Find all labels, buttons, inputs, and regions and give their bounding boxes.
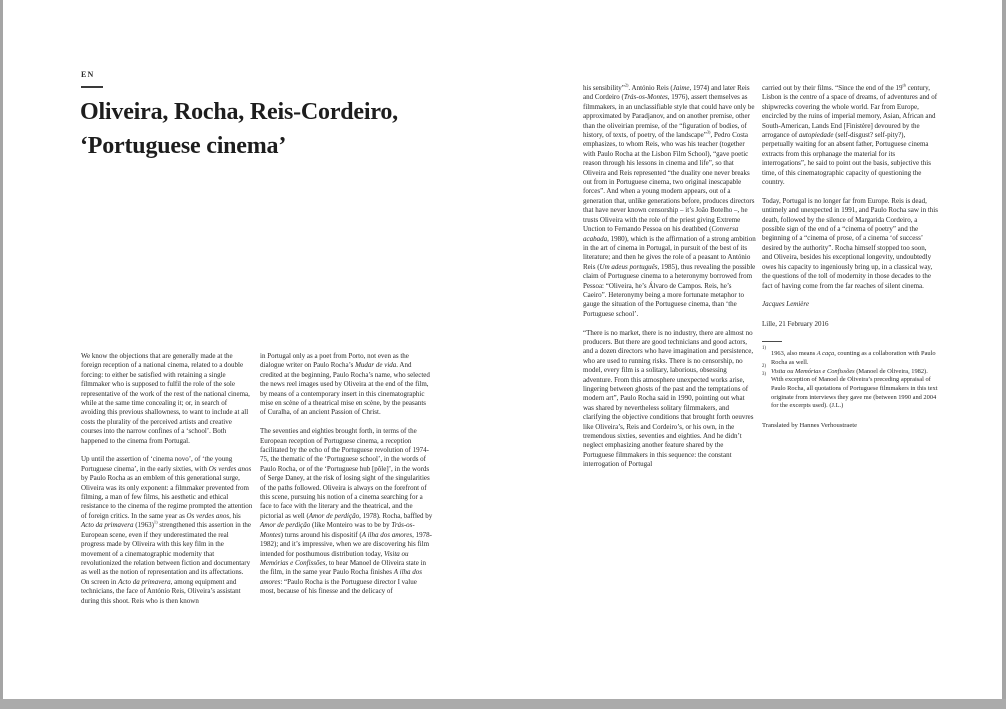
footnote-1: 1) 1963, also means A caça, counting as a collaboration with Paulo Rocha as well. [762, 346, 936, 366]
paragraph: in Portugal only as a poet from Porto, not even as the dialogue writer on Paulo Rocha’s Mudar de vida. And credited at the beginning, Paulo Rocha’s name, who selected the news reel images used by Oliveira at the end of the film, by means of a contemporary insert in this cinematographic mise en scène of a theatrical mise en scène, by the peasants of Curalha, of an ancient Passion of Christ. [260, 352, 430, 417]
text-column-1 [81, 352, 253, 606]
paragraph: his sensibility”$^{2)}$. António Reis (Jaime, 1974) and later Reis and Cordeiro (Trás-os-Montes, 1976), assert themselves as filmmakers, in an unclassifiable style that could have only be approximated by Paradjanov, and on another premise, other than the oliveirian premise, of the “figuration of bodies, of history, of texts, of poetry, of the landscape”$^{3)}$, Pedro Costa emphasizes, to whom Reis, who was his teacher (together with Paulo Rocha at the Lisbon Film School), “gave poetic reason through his lessons in cinema and life”, so that Oliveira and Reis represented “the duality one never breaks out from in Portuguese cinema, two original inescapable forces”. And when a young modern appears, out of a generation that, unlike generations before, produces directors that have never known censorship – it’s João Botelho –, he trusts Oliveira with the role of the priest giving Extreme Unction to Fernando Pessoa on his deathbed (Conversa acabada, 1980), which is the affirmation of a strong ambition in the art of cinema in Portugal, in pursuit of the best of its literature; and then he gives the role of a peasant to António Reis (Um adeus português, 1985), thus revealing the possible claim of Portuguese cinema to a heteronymy borrowed from Pessoa: “Oliveira, he’s Álvaro de Campos. Reis, he’s Caeiro”. Heteronymy being a more fortunate metaphor to gauge the situation of the Portuguese cinema, than ‘the Portuguese school’. [583, 82, 756, 318]
footnotes [762, 346, 938, 411]
text-column-2 [260, 352, 433, 597]
footnote-3: 3) With exception of Manoel de Oliveira’s preceding appraisal of Paulo Rocha, all quotations of Portuguese filmmakers in this text originate from interviews they gave me (between 1990 and 2004 for the excerpts used). (J.L.) [762, 372, 938, 410]
translator-credit: Translated by Hannes Verhoustraete [762, 422, 858, 430]
author-signature: Jacques Lemière [762, 300, 809, 309]
page-edge-bottom [0, 699, 1006, 709]
language-label-underline [81, 86, 103, 88]
page-title-line1: Oliveira, Rocha, Reis-Cordeiro, [80, 99, 398, 125]
paragraph: The seventies and eighties brought forth, in terms of the European reception of Portuguese cinema, a reception facilitated by the echo of the Portuguese revolution of 1974-75, the thematic of the ‘Portuguese school’, in the words of Paulo Rocha, or of the ‘Portuguese hub [pôle]’, in the words of Serge Daney, at the risk of losing sight of the singularities of the paths followed. Oliveira is always on the forefront of this scene, pursuing his notion of a cinema searching for a face to face with the literary and the theatrical, and the pictorial as well (Amor de perdição, 1978). Rocha, baffled by Amor de perdição (like Monteiro was to be by Trás-os-Montes) turns around his dispositif (A ilha dos amores, 1978-1982); and it’s impressive, when we are discovering his film intended for posthumous distribution today, Visita ou Memórias e Confissões, to hear Manoel de Oliveira state in the film, in the same year Paulo Rocha finishes A ilha dos amores: “Paulo Rocha is the Portuguese director I value most, because of his finesse and the delicacy of [260, 427, 433, 596]
text-column-3 [583, 84, 756, 470]
page-edge-left [0, 0, 3, 709]
language-label: EN [81, 70, 95, 79]
paragraph: Up until the assertion of ‘cinema novo’, of ‘the young Portuguese cinema’, in the early sixties, with Os verdes anos by Paulo Rocha as an emblem of this generational surge, Oliveira was its only exponent: a filmmaker prevented from filming, a man of few films, his aesthetic and ethical resistance to the cinema of the regime prompted the attention of foreign critics. In the same year as Os verdes anos, his Acto da primavera $(1963)^{1)}$ strengthened this assertion in the European scene, even if they underestimated the real progress made by Oliveira with this key film in the movement of a cinematographic modernity that revolutionized the relation between fiction and documentary as well as the notion of representation and its affectations. On screen in Acto da primavera, among equipment and technicians, the face of António Reis, Oliveira’s assistant during this shoot. Reis who is then known [81, 455, 253, 605]
footnote-2: 2) Visita ou Memórias e Confissões (Manoel de Oliveira, 1982). [762, 363, 928, 375]
footnote-text: 1963, also means A caça, counting as a collaboration with Paulo Rocha as well. [771, 350, 936, 366]
text-column-4 [762, 84, 938, 430]
paragraph: “There is no market, there is no industry, there are almost no producers. But there are good technicians and good actors, and a dozen directors who have imagination and persistence, who are used to running risks. There is no censorship, no model, every film is a solitary, laborious, obsessing adventure. From this atmosphere unexpected works arise, lingering between ghosts of the past and the temptations of modern art”, Paulo Rocha said in 1990, pointing out what was shared by nevertheless solitary filmmakers, and clarifying the objective conditions that brought forth oeuvres like Oliveira’s, Reis and Cordeiro’s, or his own, in the tremendous sixties, seventies and eighties. And he didn’t neglect emphasizing another feature shared by the Portuguese filmmakers in this sequence: the constant interrogation of Portugal [583, 328, 754, 469]
page-edge-right [1002, 0, 1006, 709]
place-and-date: Lille, 21 February 2016 [762, 319, 829, 328]
paragraph: Today, Portugal is no longer far from Europe. Reis is dead, untimely and unexpected in 1991, and Paulo Rocha saw in this death, followed by the silence of Margarida Cordeiro, a possible sign of the end of a “cinema of poetry” and the beginning of a “cinema of prose, of a cinema ‘of success’ desired by the authority”. Rocha himself stopped too soon, and Oliveira, besides his exceptional longevity, undoubtedly owes his capacity to ingeniously bring up, in a classical way, the questions of the toll of modernity in those decades to the fact of having come from the far reaches of silent cinema. [762, 196, 938, 290]
page-title [80, 95, 500, 163]
footnote-text: Visita ou Memórias e Confissões (Manoel de Oliveira, 1982). [771, 367, 928, 375]
footnote-text: With exception of Manoel de Oliveira’s preceding appraisal of Paulo Rocha, all quotations of Portuguese filmmakers in this text originate from interviews they gave me (between 1990 and 2004 for the excerpts used). (J.L.) [771, 376, 938, 410]
page-title-line2: ‘Portuguese cinema’ [80, 133, 287, 159]
paragraph: carried out by their films. “Since the end of the 19th century, Lisbon is the centre of a space of dreams, of adventures and of shipwrecks covering the whole world. Far from Europe, encircled by the ruins of imperial memory, Asian, African and South-American, Lands End [Finistère] devoured by the arrogance of autopiedade (self-disgust? self-pity?), perpetually waiting for an absent father, Portuguese cinema extracts from this orphanage the material for its interrogations”, he said to point out the basis, subjective this time, of this cinematographic capacity of questioning the country. [762, 82, 938, 187]
paragraph: We know the objections that are generally made at the foreign reception of a national cinema, related to a double forcing: to either be satisfied with retaining a single filmmaker who is supposed to fulfil the role of the sole representative of the work of the rest of the national cinema, while at the same time concealing it; or, in search of avoiding this previous shallowness, to want to include at all costs the plurality of the perceived artists and creative courses into the narrow confines of a ‘school’. Both happened to the cinema from Portugal. [81, 352, 250, 445]
footnote-divider-rule [762, 341, 782, 342]
